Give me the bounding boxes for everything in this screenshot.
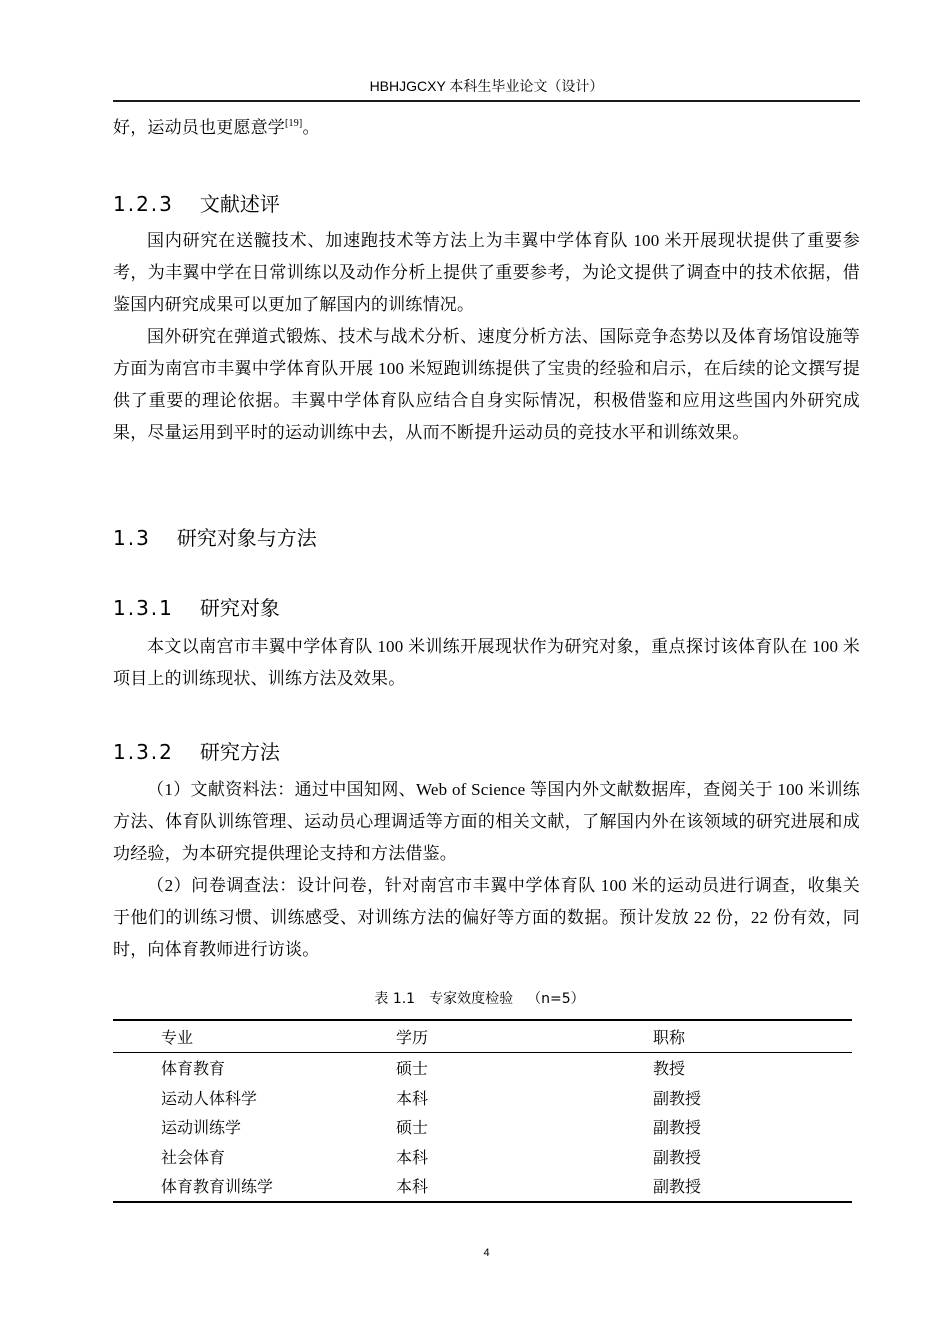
header-rule	[113, 100, 860, 102]
paragraph: （2）问卷调查法：设计问卷，针对南宫市丰翼中学体育队 100 米的运动员进行调查，收集关于他们的训练习惯、训练感受、对训练方法的偏好等方面的数据。预计发放 22 份，22 份有效，同时，向体育教师进行访谈。	[113, 876, 860, 959]
expert-validity-table	[113, 1019, 852, 1203]
running-header: HBHJGCXY 本科生毕业论文（设计）	[369, 78, 604, 94]
paragraph: 国内研究在送髋技术、加速跑技术等方法上为丰翼中学体育队 100 米开展现状提供了重要参考，为丰翼中学在日常训练以及动作分析上提供了重要参考，为论文提供了调查中的技术依据，借鉴国内研究成果可以更加了解国内的训练情况。	[113, 231, 860, 314]
paragraph: 国外研究在弹道式锻炼、技术与战术分析、速度分析方法、国际竞争态势以及体育场馆设施等方面为南宫市丰翼中学体育队开展 100 米短跑训练提供了宝贵的经验和启示，在后续的论文撰写提供了重要的理论依据。丰翼中学体育队应结合自身实际情况，积极借鉴和应用这些国内外研究成果，尽量运用到平时的运动训练中去，从而不断提升运动员的竞技水平和训练效果。	[113, 327, 860, 442]
column-header: 专业	[113, 1020, 396, 1053]
table-header-row	[113, 1020, 852, 1053]
continuation-paragraph: 好，运动员也更愿意学[19]。	[113, 118, 320, 137]
column-header: 职称	[653, 1020, 852, 1053]
table-row: 体育教育 硕士 教授	[161, 1061, 686, 1079]
table-row: 运动训练学 硕士 副教授	[161, 1120, 702, 1138]
section-heading-1-3-2: 1.3.2 研究方法	[113, 740, 280, 764]
table-row: 体育教育训练学 本科 副教授	[113, 1171, 852, 1202]
table-row: 运动人体科学 本科 副教授	[161, 1090, 702, 1108]
paragraph: 本文以南宫市丰翼中学体育队 100 米训练开展现状作为研究对象，重点探讨该体育队在 100 米项目上的训练现状、训练方法及效果。	[113, 637, 860, 688]
table-caption: 表 1.1 专家效度检验 （n=5）	[374, 991, 585, 1007]
paragraph: （1）文献资料法：通过中国知网、Web of Science 等国内外文献数据库，查阅关于 100 米训练方法、体育队训练管理、运动员心理调适等方面的相关文献，了解国内外在该领域的研究进展和成功经验，为本研究提供理论支持和方法借鉴。	[113, 780, 860, 863]
citation: [19]	[285, 118, 303, 129]
section-heading-1-3-1: 1.3.1 研究对象	[113, 596, 280, 620]
column-header: 学历	[396, 1020, 653, 1053]
section-heading-1-2-3: 1.2.3 文献述评	[113, 192, 280, 216]
table-row: 社会体育 本科 副教授	[161, 1149, 702, 1167]
page-number: 4	[483, 1247, 490, 1259]
section-heading-1-3: 1.3 研究对象与方法	[113, 526, 317, 550]
